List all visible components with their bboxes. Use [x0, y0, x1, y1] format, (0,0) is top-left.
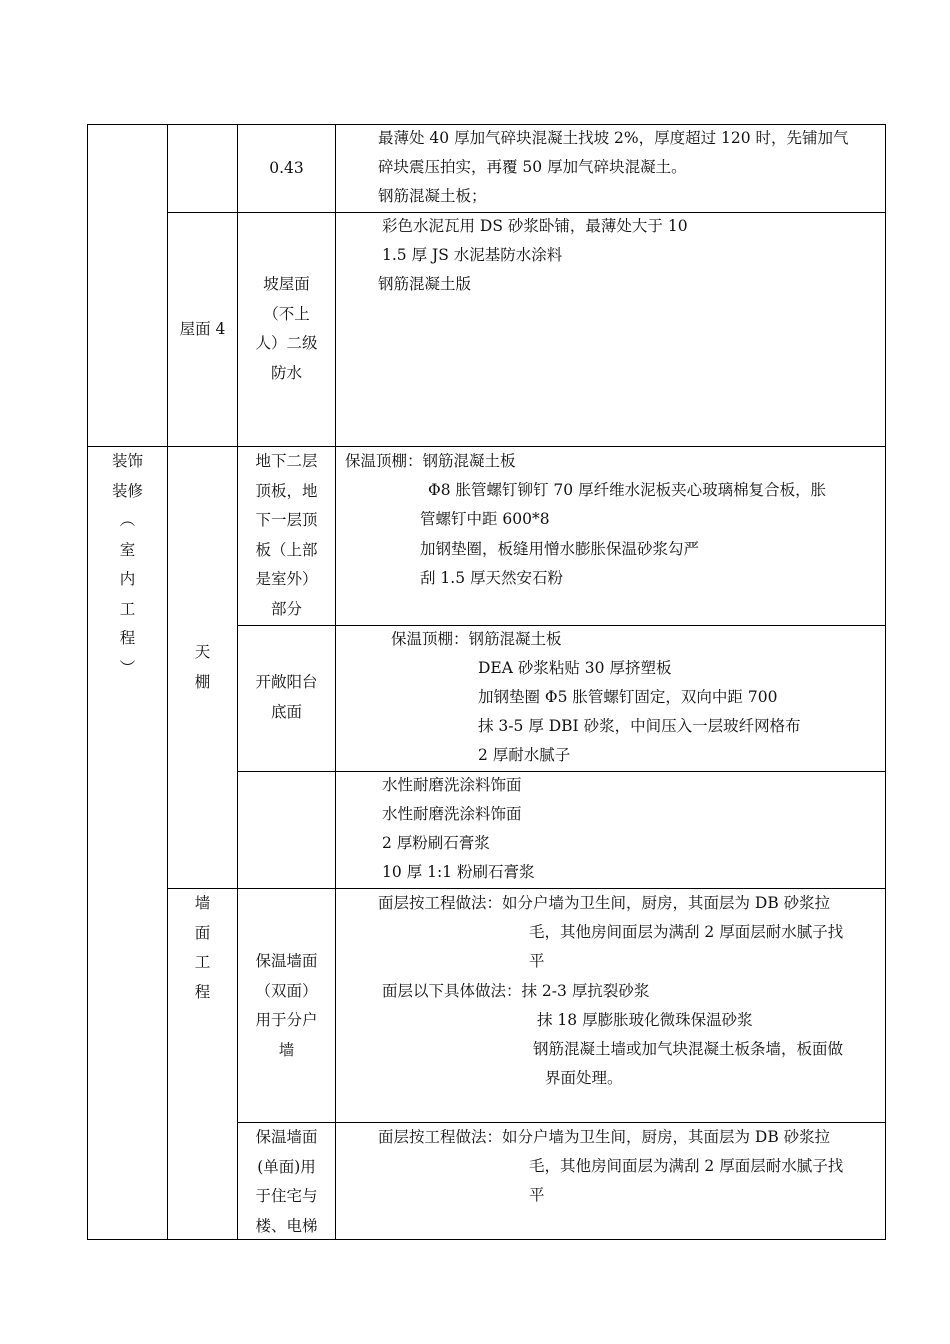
ceiling-label: 天 棚 [194, 643, 211, 691]
row1-spec: 0.43 [269, 159, 304, 177]
grid-line [885, 124, 886, 1240]
row6-a3: 平 [529, 952, 545, 970]
row4-head: 保温顶棚：钢筋混凝土板 [391, 630, 562, 648]
row7-a2: 毛，其他房间面层为满刮 2 厚面层耐水腻子找 [529, 1157, 844, 1175]
wall-label: 墙 面 工 程 [194, 894, 211, 1001]
row6-a2: 毛，其他房间面层为满刮 2 厚面层耐水腻子找 [529, 923, 844, 941]
row6-b1: 面层以下具体做法：抹 2-3 厚抗裂砂浆 [382, 982, 650, 1000]
row1-line-1: 最薄处 40 厚加气碎块混凝土找坡 2%，厚度超过 120 时，先铺加气 [378, 129, 849, 147]
row7-a3: 平 [529, 1186, 545, 1204]
row5-line-4: 10 厚 1:1 粉刷石膏浆 [382, 863, 535, 881]
row2-code: 屋面 4 [179, 320, 226, 338]
row7-a1: 面层按工程做法：如分户墙为卫生间，厨房，其面层为 DB 砂浆拉 [378, 1128, 831, 1146]
row6-b2: 抹 18 厚膨胀玻化微珠保温砂浆 [537, 1011, 753, 1029]
row4-line-2: 加钢垫圈 Φ5 胀管螺钉固定，双向中距 700 [478, 688, 778, 706]
row3-line-1: Φ8 胀管螺钉铆钉 70 厚纤维水泥板夹心玻璃棉复合板，胀 [428, 481, 827, 499]
row3-line-3: 加钢垫圈，板缝用憎水膨胀保温砂浆勾严 [420, 540, 700, 558]
row5-line-1: 水性耐磨洗涂料饰面 [382, 776, 522, 794]
row4-line-3: 抹 3-5 厚 DBI 砂浆，中间压入一层玻纤网格布 [478, 717, 801, 735]
row2-line-3: 钢筋混凝土版 [378, 275, 472, 293]
grid-line [335, 124, 336, 1240]
section-label: 装饰 装修 ︵ 室 内 工 程 ︶ [111, 452, 143, 677]
row4-line-4: 2 厚耐水腻子 [478, 746, 571, 764]
grid-line [87, 1239, 886, 1240]
row3-head: 保温顶棚：钢筋混凝土板 [345, 452, 516, 470]
row2-line-1: 彩色水泥瓦用 DS 砂浆卧铺，最薄处大于 10 [382, 217, 688, 235]
row3-line-4: 刮 1.5 厚天然安石粉 [420, 569, 564, 587]
row6-name: 保温墙面 （双面） 用于分户 墙 [255, 952, 318, 1059]
row7-name: 保温墙面 (单面)用 于住宅与 楼、电梯 [255, 1128, 318, 1235]
row5-line-3: 2 厚粉刷石膏浆 [382, 834, 490, 852]
row4-line-1: DEA 砂浆粘贴 30 厚挤塑板 [478, 659, 672, 677]
row6-b4: 界面处理。 [545, 1069, 623, 1087]
row6-b3: 钢筋混凝土墙或加气块混凝土板条墙，板面做 [533, 1040, 844, 1058]
row5-line-2: 水性耐磨洗涂料饰面 [382, 805, 522, 823]
row1-line-3: 钢筋混凝土板； [378, 187, 487, 205]
row1-line-2: 碎块震压拍实，再覆 50 厚加气碎块混凝土。 [378, 158, 687, 176]
row4-name: 开敞阳台 底面 [255, 673, 318, 721]
row2-name: 坡屋面 （不上 人）二级 防水 [255, 275, 318, 382]
row2-line-2: 1.5 厚 JS 水泥基防水涂料 [382, 246, 563, 264]
row3-line-2: 管螺钉中距 600*8 [420, 510, 550, 528]
grid-line [237, 771, 886, 772]
row3-name: 地下二层 顶板，地 下一层顶 板（上部 是室外） 部分 [255, 452, 318, 618]
row6-a1: 面层按工程做法：如分户墙为卫生间，厨房，其面层为 DB 砂浆拉 [378, 894, 831, 912]
